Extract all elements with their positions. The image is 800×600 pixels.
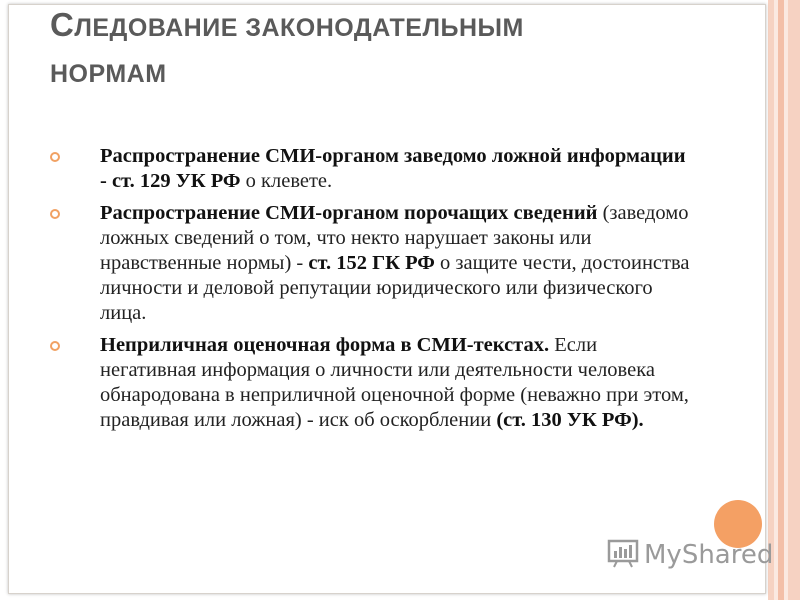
bullet-bold: Распространение СМИ-органом порочащих сведений — [100, 202, 598, 224]
bullet-item — [50, 333, 690, 433]
bullet-icon — [50, 209, 60, 219]
title-line2: НОРМАМ — [50, 60, 167, 88]
bullet-bold: ст. 152 ГК РФ — [308, 252, 435, 274]
bullet-bold: (ст. 130 УК РФ). — [496, 409, 644, 431]
decorative-side-stripes — [768, 0, 800, 600]
bullet-bold: Неприличная оценочная форма в СМИ-текстах. — [100, 334, 550, 356]
bullet-icon — [50, 152, 60, 162]
slide-title — [50, 8, 670, 91]
bullet-text: (заведомо ложных сведений о том, что некто нарушает законы или нравственные нормы) - — [100, 202, 689, 274]
bullet-text: о клевете. — [240, 170, 333, 192]
title-initial: С — [50, 6, 75, 43]
myshared-logo-icon — [606, 535, 640, 576]
bullet-icon — [50, 341, 60, 351]
bullet-text: о защите чести, достоинства личности и деловой репутации юридического или физического лица. — [100, 252, 690, 324]
title-line1: ЛЕДОВАНИЕ ЗАКОНОДАТЕЛЬНЫМ — [74, 14, 524, 42]
bullet-bold: Распространение СМИ-органом заведомо ложной информации - ст. 129 УК РФ — [100, 145, 686, 192]
bullet-list — [50, 144, 690, 440]
bullet-item — [50, 144, 690, 194]
bullet-item — [50, 201, 690, 326]
watermark-text: MyShared — [644, 540, 774, 570]
watermark — [606, 538, 773, 572]
bullet-text: Если негативная информация о личности или деятельности человека обнародована в неприличной оценочной форме (неважно при этом, правдивая или ложная) - иск об оскорблении — [100, 334, 689, 431]
